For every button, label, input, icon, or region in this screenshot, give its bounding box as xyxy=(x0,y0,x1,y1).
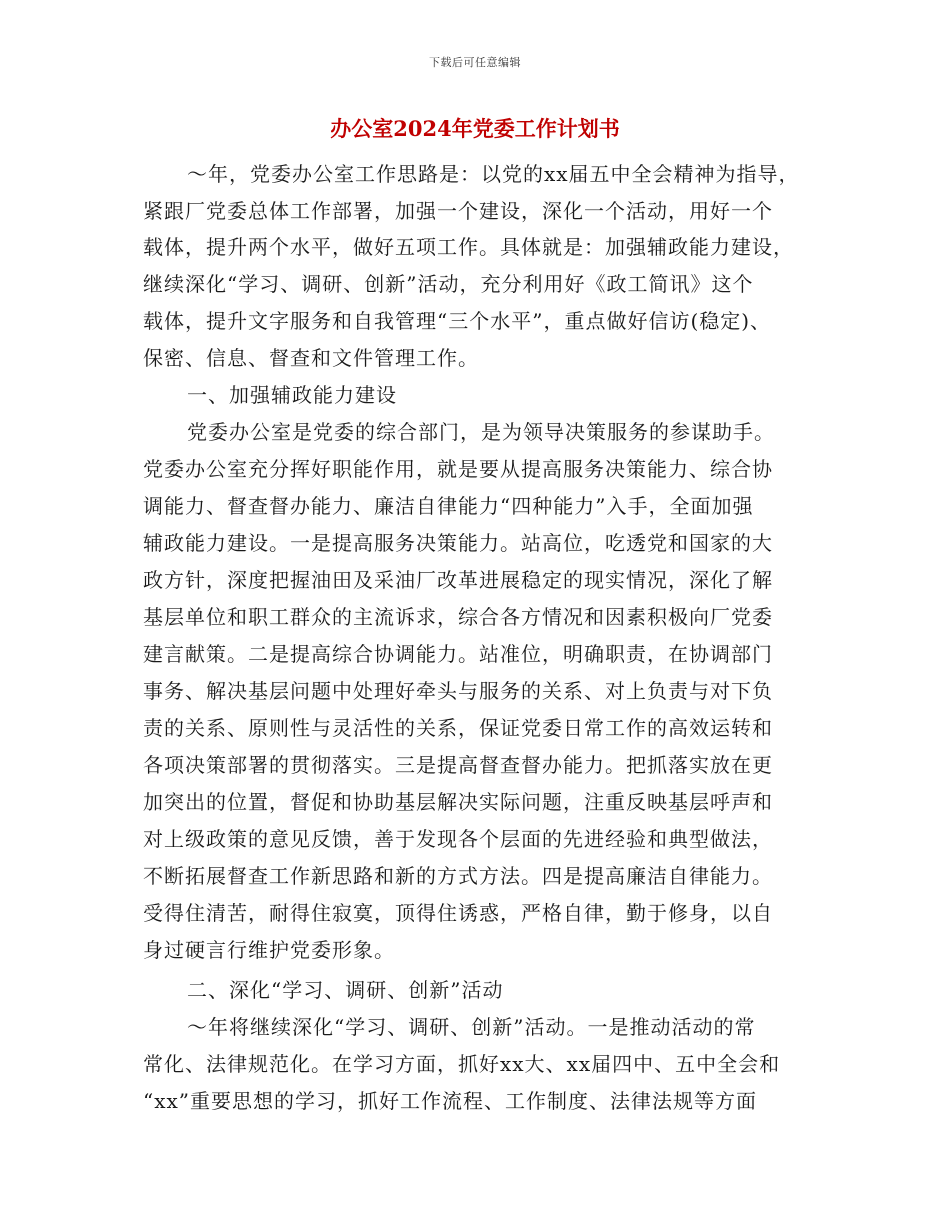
body-line: 基层单位和职工群众的主流诉求，综合各方情况和因素积极向厂党委 xyxy=(143,605,773,629)
body-line: 受得住清苦，耐得住寂寞，顶得住诱惑，严格自律，勤于修身，以自 xyxy=(143,901,773,925)
body-line: 调能力、督查督办能力、廉洁自律能力“四种能力”入手，全面加强 xyxy=(143,494,754,518)
body-line: 党委办公室是党委的综合部门，是为领导决策服务的参谋助手。 xyxy=(187,420,775,444)
section-heading: 一、加强辅政能力建设 xyxy=(187,383,397,407)
body-line: 继续深化“学习、调研、创新”活动，充分利用好《政工简讯》这个 xyxy=(143,272,754,296)
document-title: 办公室2024年党委工作计划书 xyxy=(330,116,620,141)
body-line: 保密、信息、督查和文件管理工作。 xyxy=(143,346,479,370)
body-line: 党委办公室充分挥好职能作用，就是要从提高服务决策能力、综合协 xyxy=(143,457,773,481)
body-line: 政方针，深度把握油田及采油厂改革进展稳定的现实情况，深化了解 xyxy=(143,568,773,592)
body-line: “xx”重要思想的学习，抓好工作流程、工作制度、法律法规等方面 xyxy=(143,1089,758,1113)
body-line: ～年，党委办公室工作思路是：以党的xx届五中全会精神为指导， xyxy=(187,162,800,186)
body-line: 常化、法律规范化。在学习方面，抓好xx大、xx届四中、五中全会和 xyxy=(143,1052,781,1076)
body-line: 不断拓展督查工作新思路和新的方式方法。四是提高廉洁自律能力。 xyxy=(143,864,773,888)
section-heading: 二、深化“学习、调研、创新”活动 xyxy=(187,978,504,1002)
body-line: 载体，提升文字服务和自我管理“三个水平”，重点做好信访(稳定)、 xyxy=(143,309,772,333)
body-line: 紧跟厂党委总体工作部署，加强一个建设，深化一个活动，用好一个 xyxy=(143,199,773,223)
body-line: ～年将继续深化“学习、调研、创新”活动。一是推动活动的常 xyxy=(187,1015,756,1039)
body-line: 责的关系、原则性与灵活性的关系，保证党委日常工作的高效运转和 xyxy=(143,716,773,740)
body-line: 加突出的位置，督促和协助基层解决实际问题，注重反映基层呼声和 xyxy=(143,790,773,814)
body-line: 载体，提升两个水平，做好五项工作。具体就是：加强辅政能力建设， xyxy=(143,235,794,259)
header-note: 下载后可任意编辑 xyxy=(429,56,521,69)
body-line: 事务、解决基层问题中处理好牵头与服务的关系、对上负责与对下负 xyxy=(143,679,773,703)
body-line: 身过硬言行维护党委形象。 xyxy=(143,938,395,962)
body-line: 对上级政策的意见反馈，善于发现各个层面的先进经验和典型做法， xyxy=(143,827,773,851)
body-line: 辅政能力建设。一是提高服务决策能力。站高位，吃透党和国家的大 xyxy=(143,531,773,555)
body-line: 建言献策。二是提高综合协调能力。站准位，明确职责，在协调部门 xyxy=(143,642,773,666)
body-line: 各项决策部署的贯彻落实。三是提高督查督办能力。把抓落实放在更 xyxy=(143,753,773,777)
